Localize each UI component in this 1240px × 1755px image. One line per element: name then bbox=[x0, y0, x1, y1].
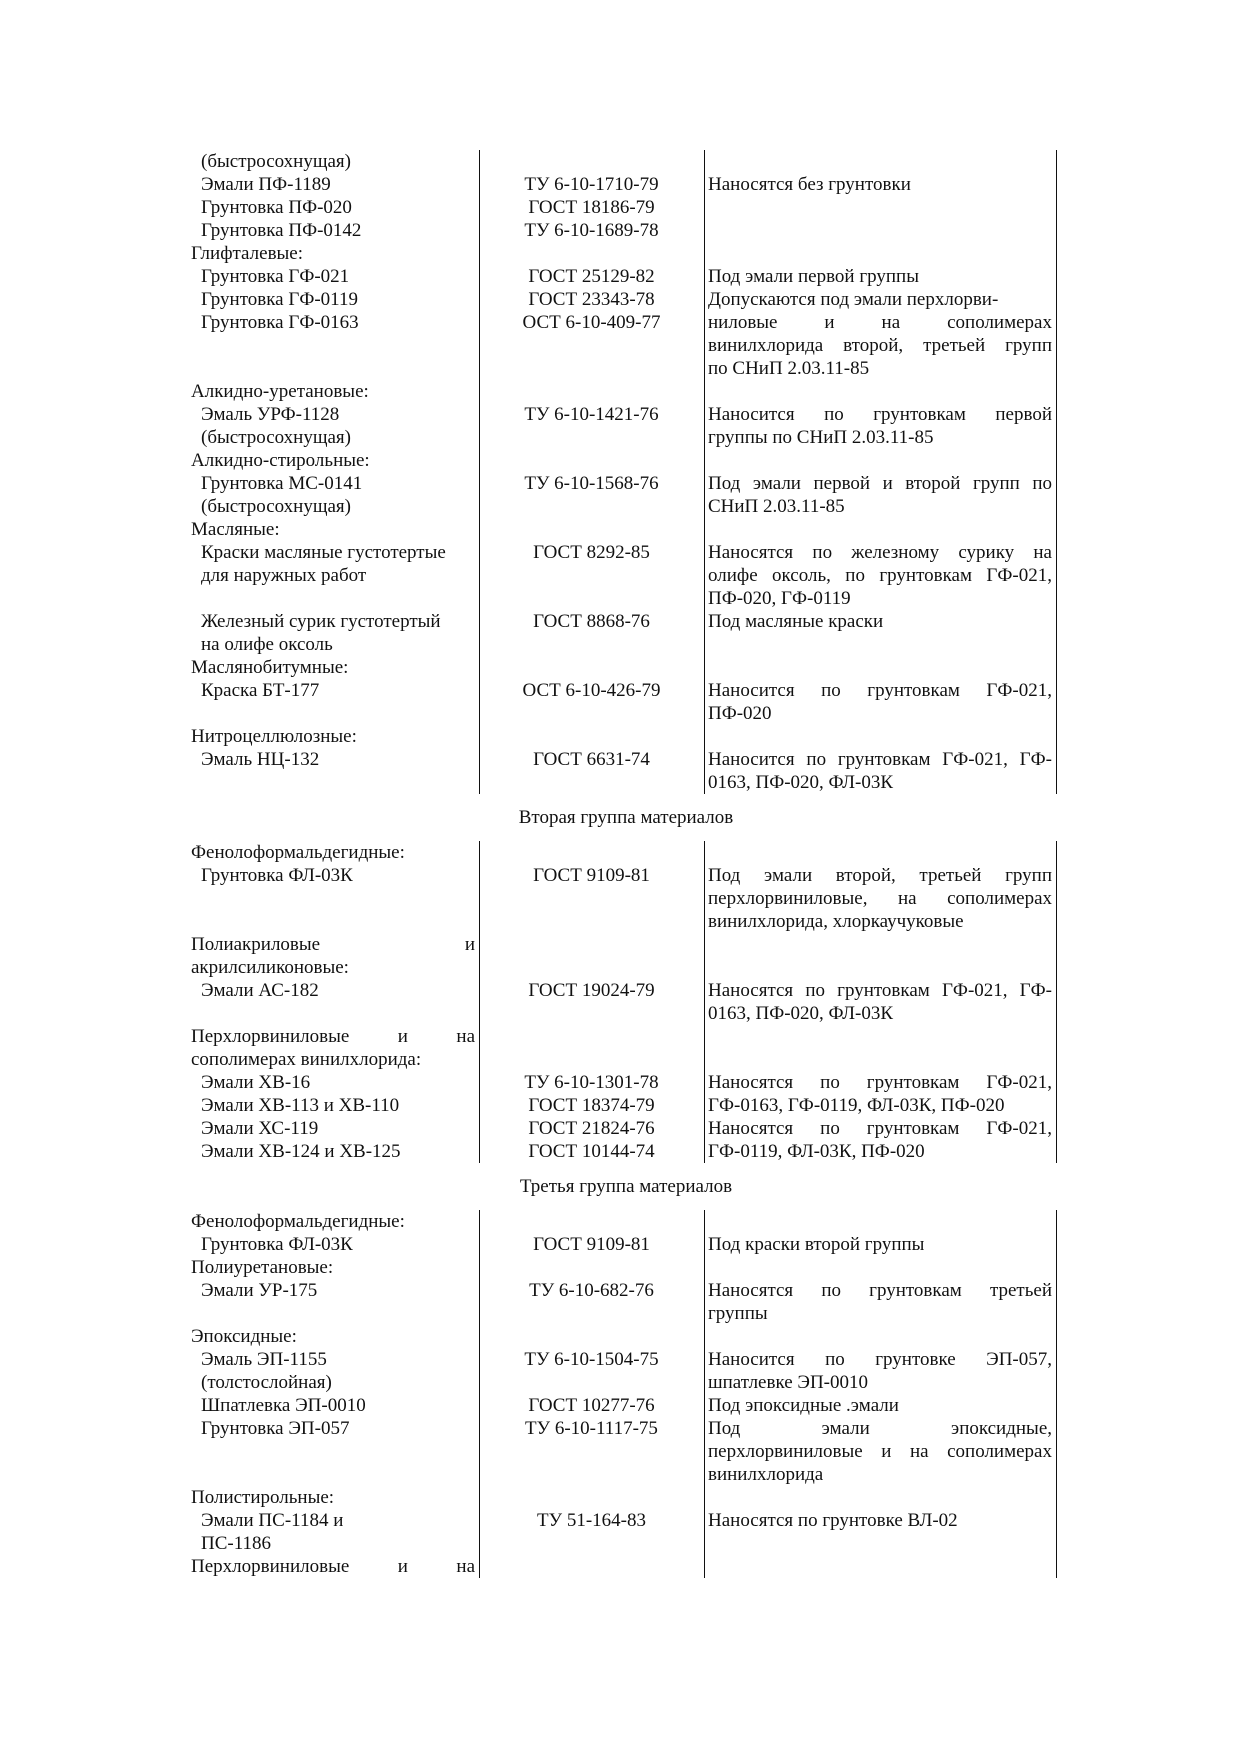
table-row bbox=[191, 242, 1061, 265]
standard-cell bbox=[479, 173, 704, 196]
material-line: сополимерах винилхлорида: bbox=[191, 1049, 422, 1070]
standard-cell bbox=[479, 1348, 704, 1371]
table-row bbox=[191, 679, 1061, 725]
note-cell bbox=[704, 979, 1054, 1025]
table-row bbox=[191, 1486, 1061, 1509]
standard-cell bbox=[479, 679, 704, 702]
table-row bbox=[191, 1210, 1061, 1233]
standard-cell bbox=[479, 288, 704, 311]
material-cell bbox=[191, 1210, 479, 1233]
material-line: Эмали ПФ-1189 bbox=[201, 174, 331, 195]
note-line: Наносится по грунтовкам первой bbox=[708, 404, 1052, 425]
note-line: Наносятся по железному сурику на bbox=[708, 542, 1052, 563]
table-row bbox=[191, 1025, 1061, 1071]
material-line: акрилсиликоновые: bbox=[191, 957, 349, 978]
standard-line: ОСТ 6-10-409-77 bbox=[522, 312, 661, 333]
material-cell bbox=[191, 242, 479, 265]
note-line: Под краски второй группы bbox=[708, 1234, 925, 1255]
material-line: Грунтовка МС-0141 bbox=[201, 473, 363, 494]
note-line: перхлорвиниловые, на сополимерах bbox=[708, 888, 1052, 909]
table-row bbox=[191, 933, 1061, 979]
note-line: Под масляные краски bbox=[708, 611, 884, 632]
standard-cell bbox=[479, 403, 704, 426]
material-line bbox=[191, 702, 475, 725]
standard-cell bbox=[479, 748, 704, 771]
column-rule bbox=[704, 841, 705, 1163]
note-line: ПФ-020 bbox=[708, 703, 772, 724]
column-rule bbox=[1056, 841, 1057, 1163]
section-heading: Третья группа материалов bbox=[519, 1176, 733, 1197]
note-cell bbox=[704, 1394, 1054, 1417]
material-line: Эмали ПС-1184 и bbox=[201, 1510, 344, 1531]
table-row bbox=[191, 196, 1061, 219]
note-line: группы по СНиП 2.03.11-85 bbox=[708, 427, 934, 448]
material-cell bbox=[191, 541, 479, 587]
note-cell bbox=[704, 1279, 1054, 1325]
material-cell bbox=[191, 725, 479, 748]
standard-line: ТУ 6-10-1421-76 bbox=[524, 404, 659, 425]
material-cell bbox=[191, 1486, 479, 1509]
standard-cell bbox=[479, 311, 704, 334]
table-row bbox=[191, 725, 1061, 748]
table-row bbox=[191, 219, 1061, 242]
material-line: Нитроцеллюлозные: bbox=[191, 726, 357, 747]
material-line: Полиакриловые и bbox=[191, 934, 475, 955]
material-line: Грунтовка ФЛ-03К bbox=[201, 1234, 353, 1255]
table-row bbox=[191, 864, 1061, 933]
material-line: Эмали УР-175 bbox=[201, 1280, 318, 1301]
column-rule bbox=[1056, 1210, 1057, 1578]
note-line: 0163, ПФ-020, ФЛ-03К bbox=[708, 772, 894, 793]
material-line: Эмаль УРФ-1128 bbox=[201, 404, 340, 425]
standard-line: ГОСТ 8868-76 bbox=[533, 611, 650, 632]
note-cell bbox=[704, 1509, 1054, 1532]
note-line: шпатлевке ЭП-0010 bbox=[708, 1372, 868, 1393]
note-line: Под эмали второй, третьей групп bbox=[708, 865, 1052, 886]
material-cell bbox=[191, 219, 479, 242]
column-rule bbox=[479, 150, 480, 794]
material-line: Алкидно-стирольные: bbox=[191, 450, 370, 471]
table-block bbox=[191, 150, 1061, 794]
note-cell bbox=[704, 288, 1054, 311]
material-line: Грунтовка ПФ-020 bbox=[201, 197, 352, 218]
note-line: ПФ-020, ГФ-0119 bbox=[708, 588, 851, 609]
note-cell bbox=[704, 265, 1054, 288]
material-line: (быстросохнущая) bbox=[201, 427, 351, 448]
material-cell bbox=[191, 679, 479, 725]
material-cell bbox=[191, 1117, 479, 1163]
standard-cell bbox=[479, 1279, 704, 1302]
material-line: Эпоксидные: bbox=[191, 1326, 297, 1347]
note-cell bbox=[704, 173, 1054, 196]
standard-line: ТУ 6-10-682-76 bbox=[529, 1280, 654, 1301]
standard-cell bbox=[479, 1509, 704, 1532]
table-row bbox=[191, 1417, 1061, 1486]
note-cell bbox=[704, 403, 1054, 449]
table-row bbox=[191, 403, 1061, 449]
material-cell bbox=[191, 610, 479, 656]
material-cell bbox=[191, 1394, 479, 1417]
material-cell bbox=[191, 173, 479, 196]
standard-cell bbox=[479, 610, 704, 633]
table-row bbox=[191, 748, 1061, 794]
note-line: Под эмали эпоксидные, bbox=[708, 1418, 1052, 1439]
note-cell bbox=[704, 1233, 1054, 1256]
material-line: Грунтовка ГФ-0163 bbox=[201, 312, 359, 333]
material-cell bbox=[191, 1509, 479, 1555]
column-rule bbox=[1056, 150, 1057, 794]
material-cell bbox=[191, 1348, 479, 1394]
note-cell bbox=[704, 311, 1054, 380]
note-line: ГФ-0119, ФЛ-03К, ПФ-020 bbox=[708, 1141, 925, 1162]
table-row bbox=[191, 656, 1061, 679]
material-line: Грунтовка ГФ-021 bbox=[201, 266, 350, 287]
standard-line: ГОСТ 10144-74 bbox=[528, 1141, 655, 1162]
table-row bbox=[191, 150, 1061, 173]
material-cell bbox=[191, 933, 479, 979]
material-line: Перхлорвиниловые и на bbox=[191, 1026, 475, 1047]
material-line: на олифе оксоль bbox=[201, 634, 333, 655]
material-line: Перхлорвиниловые и на bbox=[191, 1556, 475, 1577]
column-rule bbox=[479, 1210, 480, 1578]
note-line: группы bbox=[708, 1303, 768, 1324]
material-cell bbox=[191, 841, 479, 864]
note-cell bbox=[704, 748, 1054, 794]
table-row bbox=[191, 518, 1061, 541]
table-row bbox=[191, 1279, 1061, 1325]
material-cell bbox=[191, 864, 479, 887]
standard-cell bbox=[479, 265, 704, 288]
table-row bbox=[191, 1394, 1061, 1417]
material-line: Эмали ХС-119 bbox=[201, 1118, 319, 1139]
material-line: Шпатлевка ЭП-0010 bbox=[201, 1395, 366, 1416]
standard-line: ГОСТ 9109-81 bbox=[533, 865, 650, 886]
table-row bbox=[191, 288, 1061, 311]
note-cell bbox=[704, 541, 1054, 610]
material-cell bbox=[191, 1279, 479, 1302]
material-line: Эмаль НЦ-132 bbox=[201, 749, 320, 770]
standard-cell bbox=[479, 1071, 704, 1117]
section-heading: Вторая группа материалов bbox=[518, 807, 734, 828]
material-line: Фенолоформальдегидные: bbox=[191, 842, 405, 863]
material-cell bbox=[191, 656, 479, 679]
note-line: по СНиП 2.03.11-85 bbox=[708, 358, 870, 379]
standard-line: ТУ 6-10-1504-75 bbox=[524, 1349, 659, 1370]
table-row bbox=[191, 173, 1061, 196]
note-line: Допускаются под эмали перхлорви- bbox=[708, 289, 999, 310]
note-cell bbox=[704, 610, 1054, 633]
material-line: Грунтовка ПФ-0142 bbox=[201, 220, 362, 241]
material-line: Краска БТ-177 bbox=[201, 680, 320, 701]
table-row bbox=[191, 1348, 1061, 1394]
table-block bbox=[191, 841, 1061, 1163]
note-cell bbox=[704, 1417, 1054, 1486]
material-cell bbox=[191, 288, 479, 311]
standard-line: ТУ 6-10-1117-75 bbox=[525, 1418, 658, 1439]
table-row bbox=[191, 1509, 1061, 1555]
standard-line: ГОСТ 6631-74 bbox=[533, 749, 650, 770]
material-line: (быстросохнущая) bbox=[201, 496, 351, 517]
standard-line: ТУ 6-10-1301-78 bbox=[524, 1072, 659, 1093]
material-cell bbox=[191, 1025, 479, 1071]
material-line: (толстослойная) bbox=[201, 1372, 332, 1393]
table-row bbox=[191, 1071, 1061, 1117]
material-cell bbox=[191, 1417, 479, 1440]
material-cell bbox=[191, 265, 479, 288]
table-row bbox=[191, 380, 1061, 403]
standard-line: ТУ 6-10-1568-76 bbox=[524, 473, 659, 494]
material-cell bbox=[191, 380, 479, 403]
standard-line: ГОСТ 23343-78 bbox=[528, 289, 655, 310]
standard-cell bbox=[479, 472, 704, 495]
material-cell bbox=[191, 518, 479, 541]
note-line: СНиП 2.03.11-85 bbox=[708, 496, 845, 517]
note-line: Наносится по грунтовкам ГФ-021, ГФ- bbox=[708, 749, 1052, 770]
material-line: Грунтовка ЭП-057 bbox=[201, 1418, 350, 1439]
material-line: Масляные: bbox=[191, 519, 280, 540]
note-cell bbox=[704, 1117, 1054, 1163]
note-cell bbox=[704, 864, 1054, 933]
standard-cell bbox=[479, 864, 704, 887]
note-line: Наносятся без грунтовки bbox=[708, 174, 911, 195]
standard-line: ТУ 6-10-1689-78 bbox=[524, 220, 659, 241]
note-line: Под эпоксидные .эмали bbox=[708, 1395, 899, 1416]
material-line: Эмали ХВ-124 и ХВ-125 bbox=[201, 1141, 401, 1162]
note-line: Под эмали первой и второй групп по bbox=[708, 473, 1052, 494]
note-line: Наносятся по грунтовкам третьей bbox=[708, 1280, 1052, 1301]
material-cell bbox=[191, 1555, 479, 1578]
standard-line: ТУ 6-10-1710-79 bbox=[524, 174, 659, 195]
standard-line: ОСТ 6-10-426-79 bbox=[522, 680, 661, 701]
material-line: Эмали ХВ-113 и ХВ-110 bbox=[201, 1095, 400, 1116]
material-line: Глифталевые: bbox=[191, 243, 304, 264]
material-line: Полистирольные: bbox=[191, 1487, 335, 1508]
material-line: для наружных работ bbox=[201, 565, 367, 586]
material-line: Эмаль ЭП-1155 bbox=[201, 1349, 327, 1370]
material-cell bbox=[191, 403, 479, 449]
standard-cell bbox=[479, 1117, 704, 1163]
material-line: Эмали АС-182 bbox=[201, 980, 319, 1001]
note-line: Наносятся по грунтовкам ГФ-021, ГФ- bbox=[708, 980, 1052, 1001]
material-line: Полиуретановые: bbox=[191, 1257, 334, 1278]
standard-cell bbox=[479, 1417, 704, 1440]
material-cell bbox=[191, 472, 479, 518]
standard-line: ГОСТ 8292-85 bbox=[533, 542, 650, 563]
material-cell bbox=[191, 449, 479, 472]
table-row bbox=[191, 541, 1061, 610]
table-row bbox=[191, 1233, 1061, 1256]
material-line: Эмали ХВ-16 bbox=[201, 1072, 311, 1093]
material-cell bbox=[191, 748, 479, 771]
document-page bbox=[191, 150, 1061, 1578]
note-line: Наносятся по грунтовкам ГФ-021, bbox=[708, 1072, 1052, 1093]
standard-line: ГОСТ 18186-79 bbox=[528, 197, 655, 218]
material-cell bbox=[191, 311, 479, 334]
material-cell bbox=[191, 1256, 479, 1279]
material-cell bbox=[191, 150, 479, 173]
standard-cell bbox=[479, 1394, 704, 1417]
note-line: ниловые и на сополимерах bbox=[708, 312, 1052, 333]
table-row bbox=[191, 1117, 1061, 1163]
column-rule bbox=[704, 1210, 705, 1578]
table-row bbox=[191, 472, 1061, 518]
material-line: (быстросохнущая) bbox=[201, 151, 351, 172]
table-row bbox=[191, 841, 1061, 864]
standard-cell bbox=[479, 196, 704, 219]
table-row bbox=[191, 449, 1061, 472]
table-row bbox=[191, 979, 1061, 1025]
standard-cell bbox=[479, 979, 704, 1002]
note-cell bbox=[704, 472, 1054, 518]
material-line: Фенолоформальдегидные: bbox=[191, 1211, 405, 1232]
note-line: Под эмали первой группы bbox=[708, 266, 919, 287]
material-cell bbox=[191, 1233, 479, 1256]
table-row bbox=[191, 610, 1061, 656]
standard-line: ТУ 51-164-83 bbox=[537, 1510, 646, 1531]
table-row bbox=[191, 1325, 1061, 1348]
material-cell bbox=[191, 979, 479, 1002]
note-line: Наносится по грунтовке ЭП-057, bbox=[708, 1349, 1052, 1370]
note-cell bbox=[704, 1071, 1054, 1117]
standard-line: ГОСТ 25129-82 bbox=[528, 266, 655, 287]
column-rule bbox=[704, 150, 705, 794]
material-line: Грунтовка ФЛ-03К bbox=[201, 865, 353, 886]
standard-line: ГОСТ 10277-76 bbox=[528, 1395, 655, 1416]
note-line: винилхлорида, хлоркаучуковые bbox=[708, 911, 964, 932]
note-line: Наносятся по грунтовке ВЛ-02 bbox=[708, 1510, 958, 1531]
standard-cell bbox=[479, 1233, 704, 1256]
material-line: Грунтовка ГФ-0119 bbox=[201, 289, 358, 310]
material-line: Алкидно-уретановые: bbox=[191, 381, 369, 402]
standard-line: ГОСТ 18374-79 bbox=[528, 1095, 655, 1116]
note-cell bbox=[704, 1348, 1054, 1394]
material-line: Маслянобитумные: bbox=[191, 657, 349, 678]
standard-cell bbox=[479, 541, 704, 564]
material-cell bbox=[191, 1071, 479, 1117]
note-line: винилхлорида bbox=[708, 1464, 824, 1485]
material-cell bbox=[191, 196, 479, 219]
table-block bbox=[191, 1210, 1061, 1578]
column-rule bbox=[479, 841, 480, 1163]
material-line: Краски масляные густотертые bbox=[201, 542, 446, 563]
table-row bbox=[191, 265, 1061, 288]
note-line: Наносится по грунтовкам ГФ-021, bbox=[708, 680, 1052, 701]
standard-line: ГОСТ 21824-76 bbox=[528, 1118, 655, 1139]
standard-line: ГОСТ 9109-81 bbox=[533, 1234, 650, 1255]
note-line: винилхлорида второй, третьей групп bbox=[708, 335, 1052, 356]
note-line: ГФ-0163, ГФ-0119, ФЛ-03К, ПФ-020 bbox=[708, 1095, 1005, 1116]
table-row bbox=[191, 311, 1061, 380]
standard-cell bbox=[479, 219, 704, 242]
material-cell bbox=[191, 1325, 479, 1348]
note-line: Наносятся по грунтовкам ГФ-021, bbox=[708, 1118, 1052, 1139]
note-line: олифе оксоль, по грунтовкам ГФ-021, bbox=[708, 565, 1052, 586]
note-line: 0163, ПФ-020, ФЛ-03К bbox=[708, 1003, 894, 1024]
standard-line: ГОСТ 19024-79 bbox=[528, 980, 655, 1001]
material-line: Железный сурик густотертый bbox=[201, 611, 441, 632]
table-row bbox=[191, 1555, 1061, 1578]
material-line: ПС-1186 bbox=[201, 1533, 272, 1554]
note-line: перхлорвиниловые и на сополимерах bbox=[708, 1441, 1052, 1462]
note-cell bbox=[704, 679, 1054, 725]
table-row bbox=[191, 1256, 1061, 1279]
